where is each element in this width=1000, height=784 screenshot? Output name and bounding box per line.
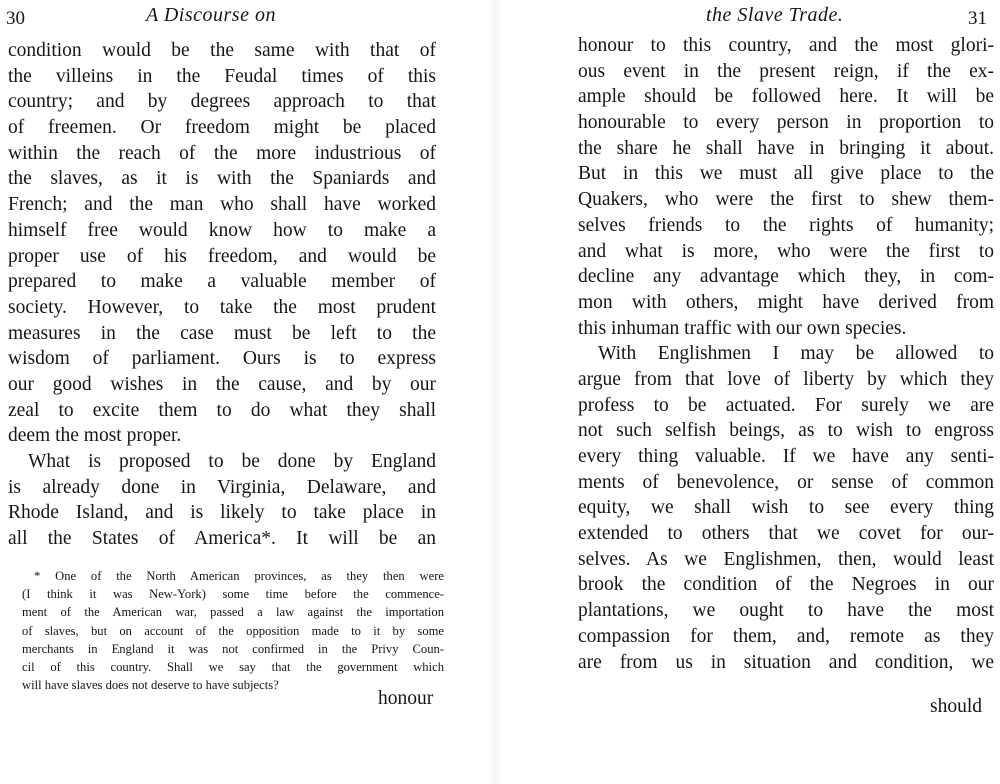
text-line: selves. As we Englishmen, then, would least (578, 548, 994, 570)
text-line: condition would be the same with that of (8, 40, 436, 61)
text-line: Quakers, who were the first to shew them- (578, 189, 994, 211)
text-line: our good wishes in the cause, and by our (8, 373, 436, 395)
text-line: plantations, we ought to have the most (578, 600, 994, 622)
text-line: is already done in Virginia, Delaware, and (8, 476, 436, 498)
text-line: argue from that love of liberty by which they (578, 368, 994, 390)
right-running-head: the Slave Trade. (706, 4, 844, 26)
footnote-line: (I think it was New-York) some time before the commence- (22, 587, 444, 602)
text-line: prepared to make a valuable member of (8, 271, 436, 293)
text-line: ample should be followed here. It will be (578, 86, 994, 108)
right-body-text (578, 33, 994, 675)
text-line: profess to be actuated. For surely we are (578, 394, 994, 416)
text-line: ments of benevolence, or sense of common (578, 471, 994, 493)
text-line: equity, we shall wish to see every thing (578, 497, 994, 519)
text-line: of freemen. Or freedom might be placed (8, 117, 436, 139)
text-line: society. However, to take the most prudent (8, 296, 436, 318)
text-line: within the reach of the more industrious of (8, 142, 436, 164)
text-line: measures in the case must be left to the (8, 322, 436, 344)
text-line: Rhode Island, and is likely to take place in (8, 502, 436, 524)
text-line: wisdom of parliament. Ours is to express (8, 348, 436, 370)
left-running-head: A Discourse on (146, 4, 276, 26)
left-page (0, 0, 480, 784)
text-line: ous event in the present reign, if the ex- (578, 60, 994, 82)
text-line: himself free would know how to make a (8, 219, 436, 241)
text-line: country; and by degrees approach to that (8, 91, 436, 113)
footnote-line: ment of the American war, passed a law against the importation (22, 605, 444, 620)
text-line: proper use of his freedom, and would be (8, 245, 436, 267)
footnote-line: cil of this country. Shall we say that the government which (22, 659, 444, 674)
text-line: What is proposed to be done by England (28, 451, 436, 472)
text-line: and what is more, who were the first to (578, 240, 994, 262)
text-line: But in this we must all give place to the (578, 163, 994, 185)
text-line: decline any advantage which they, in com- (578, 266, 994, 288)
text-line: every thing valuable. If we have any senti- (578, 446, 994, 467)
text-line: compassion for them, and, remote as they (578, 625, 994, 647)
right-catchword: should (930, 696, 983, 717)
text-line: deem the most proper. (8, 425, 182, 447)
text-line: the villeins in the Feudal times of this (8, 65, 436, 87)
text-line: zeal to excite them to do what they shall (8, 399, 436, 421)
text-line: With Englishmen I may be allowed to (598, 343, 994, 365)
footnote-line: merchants in England it was not confirmed in the Privy Coun- (22, 641, 444, 656)
right-page-number: 31 (968, 8, 987, 29)
text-line: are from us in situation and condition, we (578, 651, 994, 673)
footnote (22, 567, 444, 694)
text-line: honour to this country, and the most glori- (578, 35, 994, 56)
text-line: all the States of America*. It will be an (8, 528, 436, 550)
footnote-line: will have slaves does not deserve to have subjects? (22, 678, 279, 693)
footnote-line: * One of the North American provinces, as they then were (34, 569, 444, 583)
text-line: the share he shall have in bringing it about. (578, 137, 994, 159)
text-line: selves friends to the rights of humanity; (578, 214, 994, 236)
text-line: mon with others, might have derived from (578, 291, 994, 313)
text-line: French; and the man who shall have worked (8, 194, 436, 216)
footnote-line: of slaves, but on account of the opposition made to it by some (22, 623, 444, 638)
left-body-text (8, 38, 436, 552)
text-line: not such selfish beings, as to wish to engross (578, 420, 994, 442)
text-line: brook the condition of the Negroes in our (578, 574, 994, 596)
text-line: extended to others that we covet for our- (578, 523, 994, 545)
right-page (500, 0, 1000, 784)
text-line: this inhuman traffic with our own species. (578, 317, 907, 339)
left-page-number: 30 (6, 8, 25, 29)
text-line: honourable to every person in proportion to (578, 112, 994, 134)
text-line: the slaves, as it is with the Spaniards and (8, 168, 436, 190)
left-catchword: honour (378, 688, 434, 709)
